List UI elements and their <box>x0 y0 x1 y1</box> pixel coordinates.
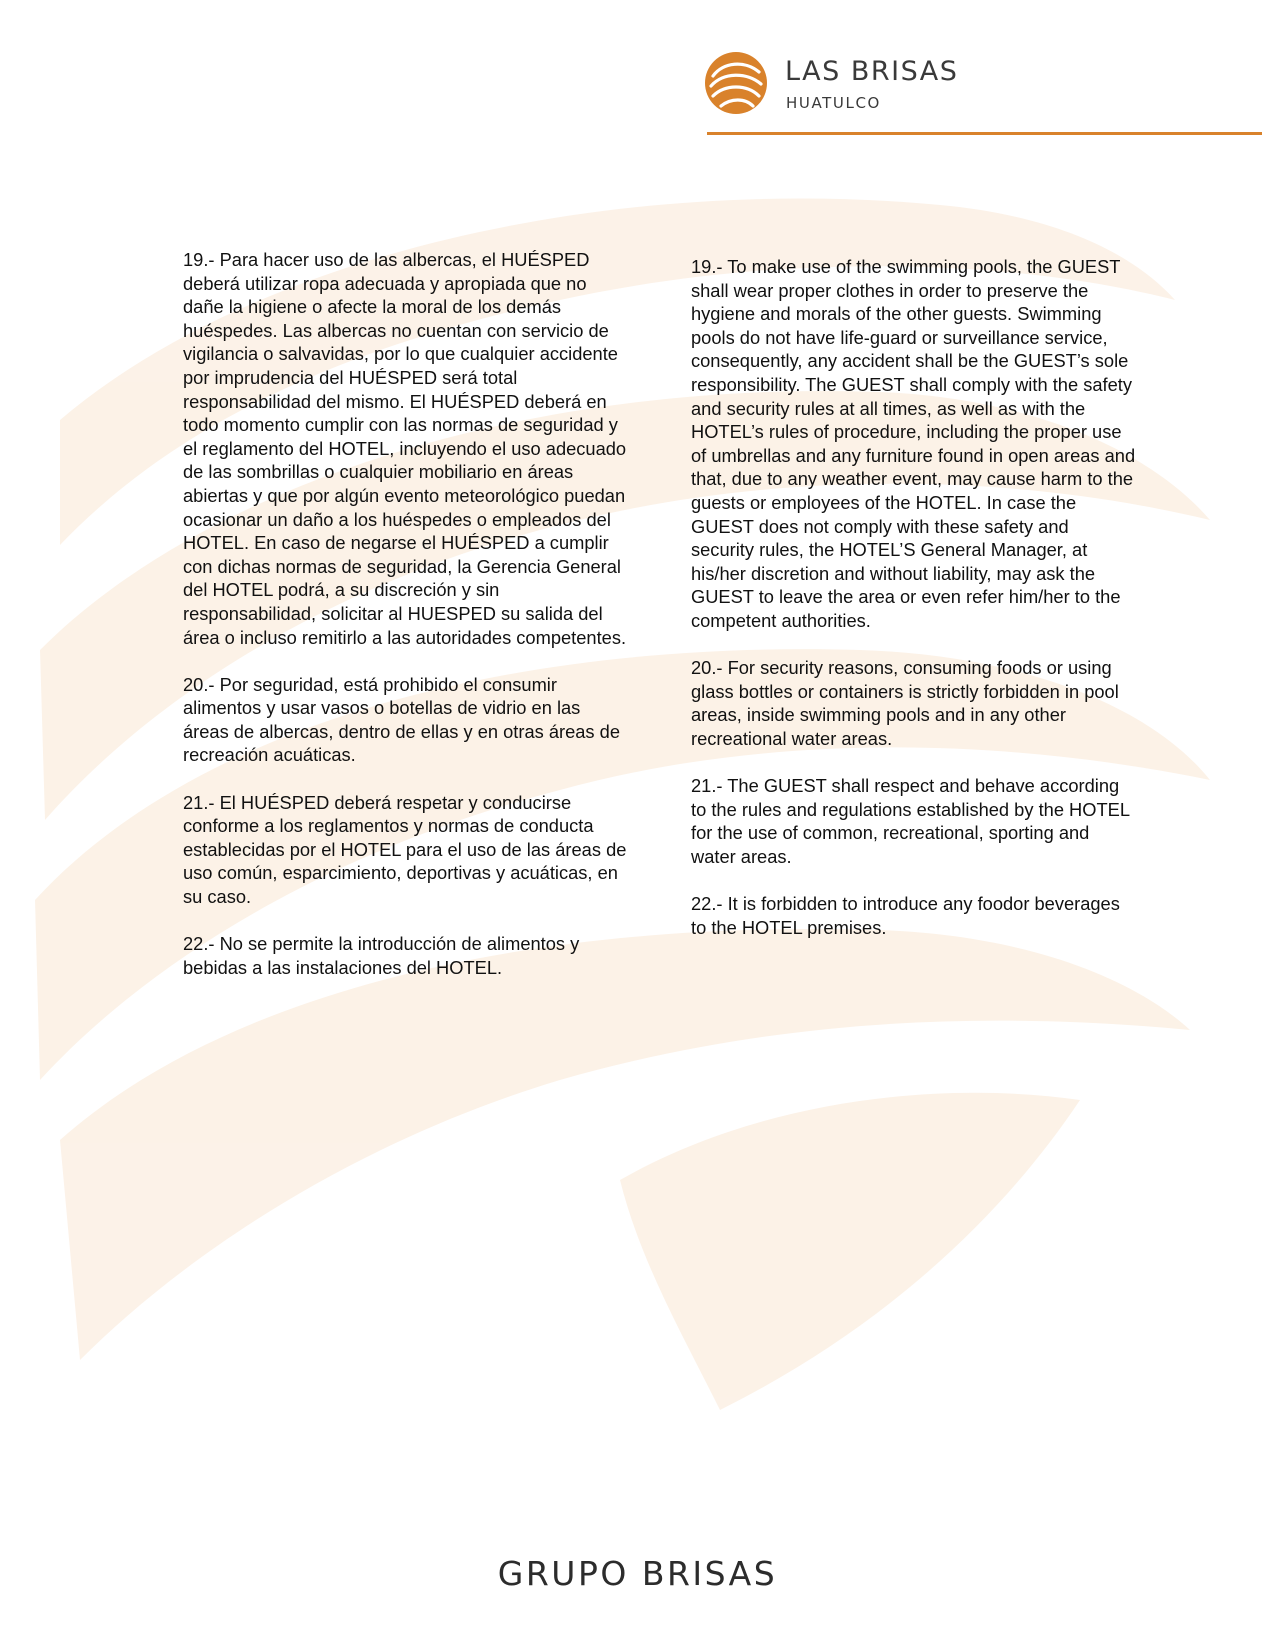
rule-paragraph-en-19: 19.- To make use of the swimming pools, the GUEST shall wear proper clothes in order to preserve the hygiene and morals of the other guests. Swimming pools do not have life-guard or surveillance service, consequently, any accident shall be the GUEST’s sole responsibility. The GUEST shall comply with the safety and security rules at all times, as well as with the HOTEL’s rules of procedure, including the proper use of umbrellas and any furniture found in open areas and that, due to any weather event, may cause harm to the guests or employees of the HOTEL. In case the GUEST does not comply with these safety and security rules, the HOTEL’S General Manager, at his/her discretion and without liability, may ask the GUEST to leave the area or even refer him/her to the competent authorities. <box>691 256 1136 631</box>
rule-paragraph-en-21: 21.- The GUEST shall respect and behave according to the rules and regulations established by the HOTEL for the use of common, recreational, sporting and water areas. <box>691 775 1130 867</box>
rule-paragraph-es-19: 19.- Para hacer uso de las albercas, el HUÉSPED deberá utilizar ropa adecuada y apropiada que no dañe la higiene o afecte la moral de los demás huéspedes. Las albercas no cuentan con servicio de vigilancia o salvavidas, por lo que cualquier accidente por imprudencia del HUÉSPED será total responsabilidad del mismo. El HUÉSPED deberá en todo momento cumplir con las normas de seguridad y el reglamento del HOTEL, incluyendo el uso adecuado de las sombrillas o cualquier mobiliario en áreas abiertas y que por algún evento meteorológico puedan ocasionar un daño a los huéspedes o empleados del HOTEL. En caso de negarse el HUÉSPED a cumplir con dichas normas de seguridad, la Gerencia General del HOTEL podrá, a su discreción y sin responsabilidad, solicitar al HUESPED su salida del área o incluso remitirlo a las autoridades competentes. <box>183 249 627 648</box>
rule-paragraph-es-22: 22.- No se permite la introducción de alimentos y bebidas a las instalaciones del HOTEL. <box>183 933 580 978</box>
header-divider <box>707 132 1262 135</box>
rule-paragraph-es-21: 21.- El HUÉSPED deberá respetar y conducirse conforme a los reglamentos y normas de conducta establecidas por el HOTEL para el uso de las áreas de uso común, esparcimiento, deportivas y acuáticas, en su caso. <box>183 791 627 908</box>
las-brisas-logo <box>703 50 1263 130</box>
spanish-rules-column <box>183 248 628 1003</box>
english-rules-column <box>691 255 1136 963</box>
rule-paragraph-en-22: 22.- It is forbidden to introduce any foodor beverages to the HOTEL premises. <box>691 893 1120 938</box>
rule-paragraph-es-20: 20.- Por seguridad, está prohibido el consumir alimentos y usar vasos o botellas de vidrio en las áreas de albercas, dentro de ellas y en otras áreas de recreación acuáticas. <box>183 673 620 766</box>
las-brisas-emblem-icon <box>703 50 769 116</box>
brand-location: HUATULCO <box>786 94 881 112</box>
grupo-brisas-footer-logo: GRUPO BRISAS <box>497 1554 778 1593</box>
rule-paragraph-en-20: 20.- For security reasons, consuming foods or using glass bottles or containers is strictly forbidden in pool areas, inside swimming pools and in any other recreational water areas. <box>691 657 1119 749</box>
brand-name: LAS BRISAS <box>785 56 959 87</box>
